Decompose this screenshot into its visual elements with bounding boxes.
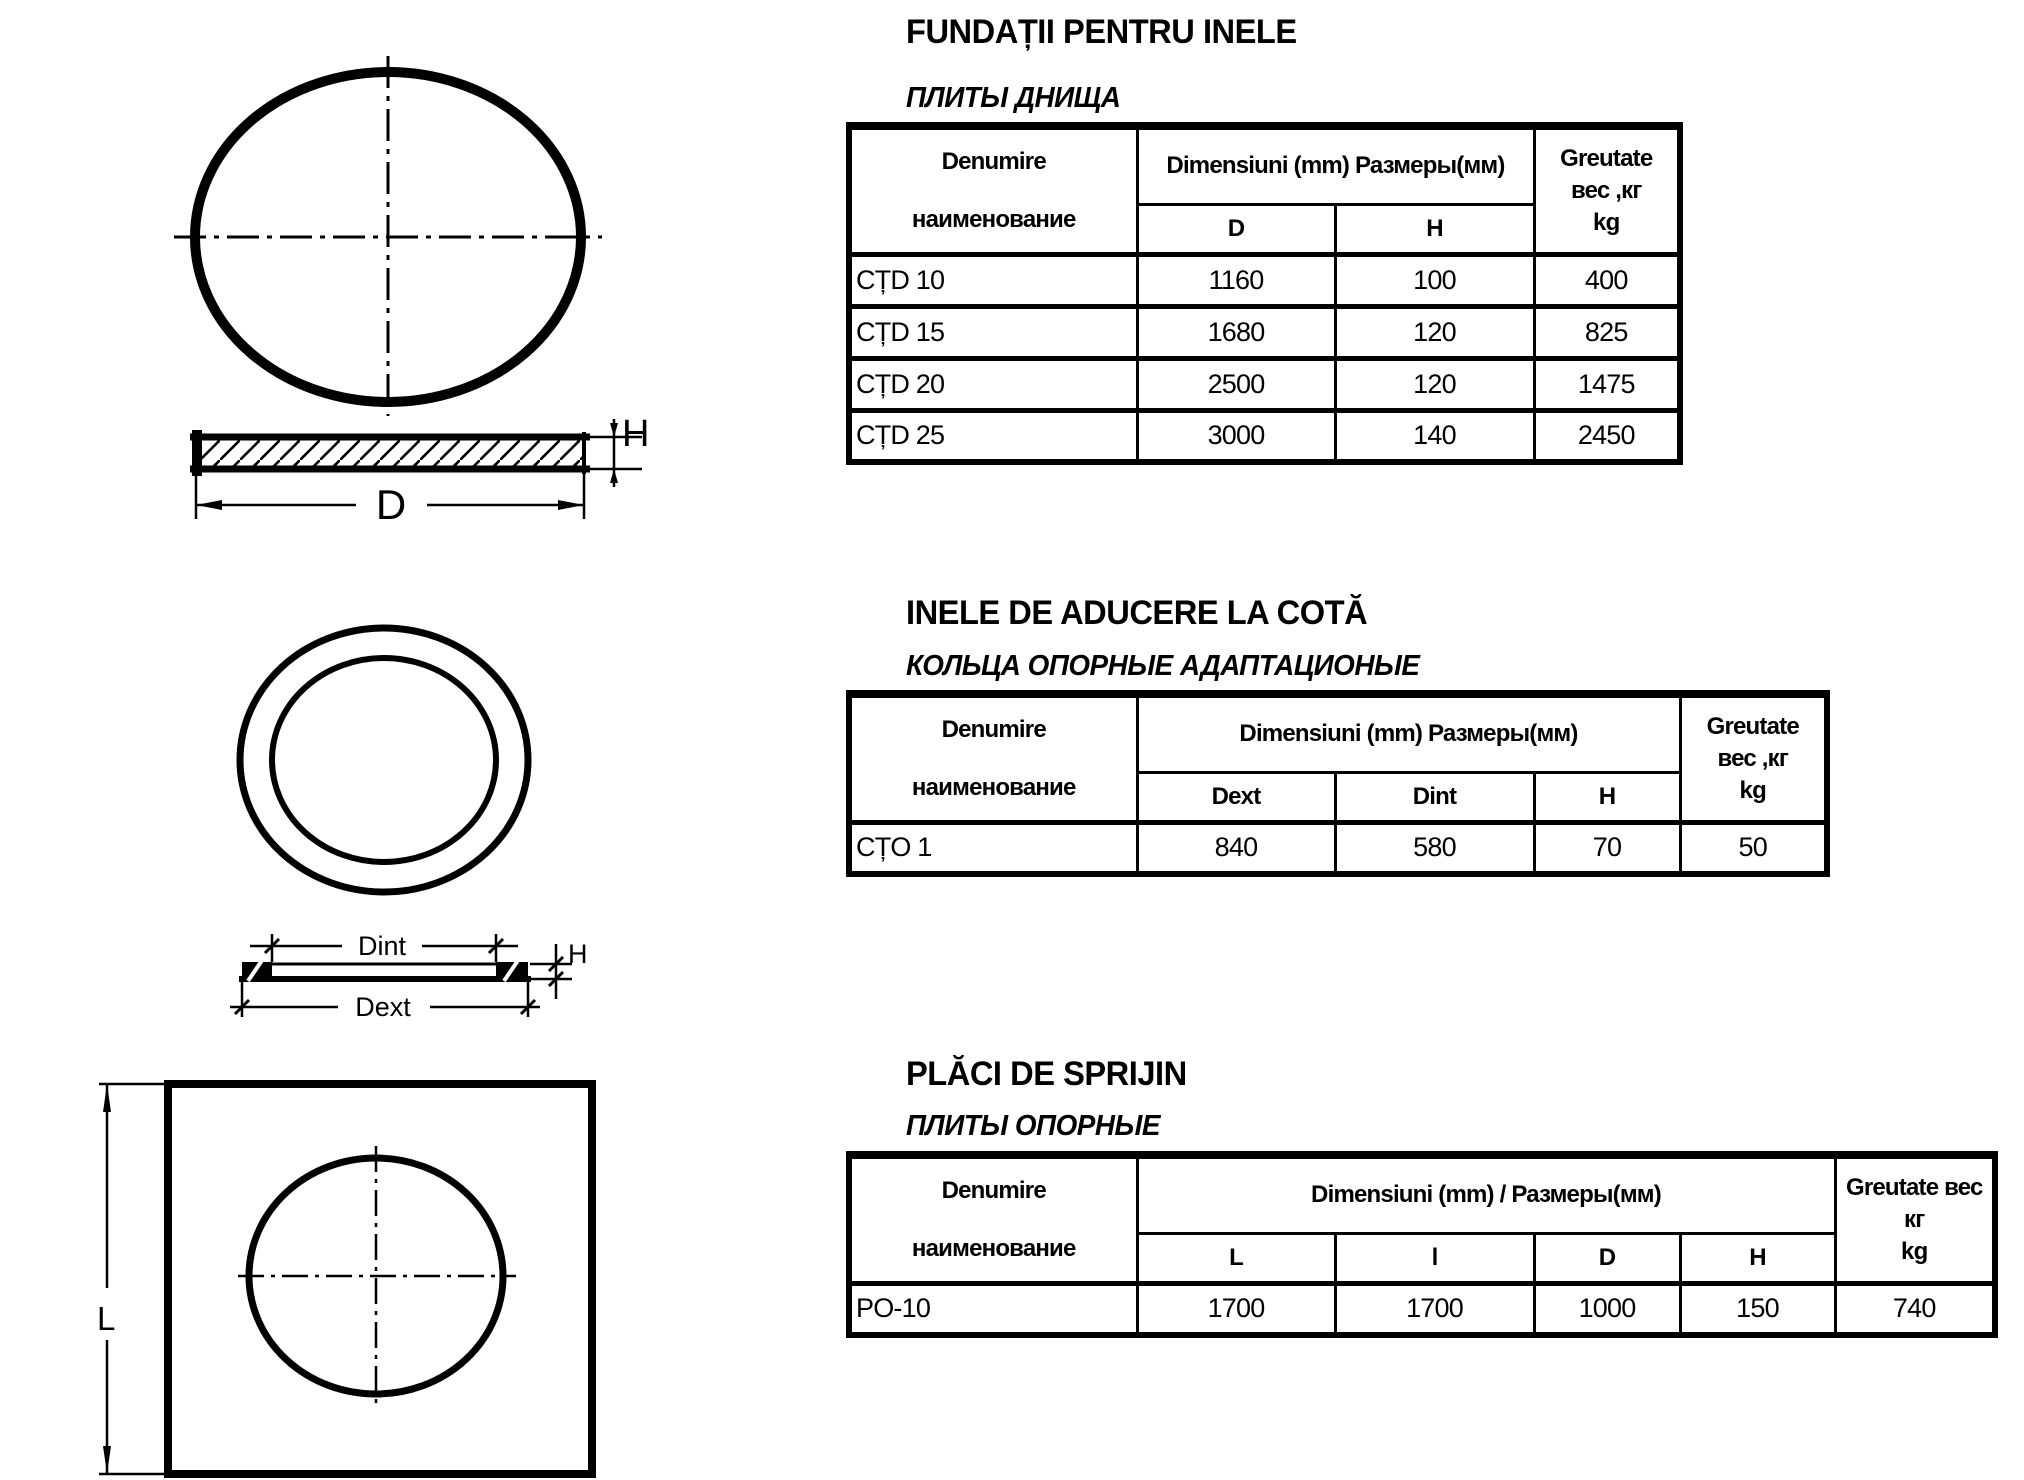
value-weight: 740 <box>1835 1283 1995 1335</box>
l-arrow-top <box>103 1084 111 1112</box>
product-name: CȚD 25 <box>849 410 1137 462</box>
section-2-subtitle: КОЛЬЦА ОПОРНЫЕ АДАПТАЦИОНЫЕ <box>906 650 1420 682</box>
subcol-L: L <box>1137 1233 1335 1283</box>
product-name: CȚD 15 <box>849 306 1137 358</box>
col-header-weight <box>1835 1155 1995 1283</box>
value-weight: 1475 <box>1534 358 1680 410</box>
product-name: PO-10 <box>849 1283 1137 1335</box>
table-row <box>849 254 1680 306</box>
weight-line: kg <box>1739 776 1766 804</box>
subcol-H: H <box>1680 1233 1835 1283</box>
slab-section-hatch <box>198 438 584 468</box>
table-row <box>849 822 1827 874</box>
value-weight: 825 <box>1534 306 1680 358</box>
table-row <box>849 1283 1995 1335</box>
subcol-Dint: Dint <box>1335 772 1534 822</box>
col-header-weight <box>1534 126 1680 254</box>
value-d: 2500 <box>1137 358 1335 410</box>
section-3-subtitle: ПЛИТЫ ОПОРНЫЕ <box>906 1110 1160 1142</box>
product-name: CȚD 10 <box>849 254 1137 306</box>
value-h: 150 <box>1680 1283 1835 1335</box>
subcol-D: D <box>1534 1233 1680 1283</box>
col-header-name-ro: Denumire <box>941 715 1046 743</box>
col-header-dimensions: Dimensiuni (mm) / Размеры(мм) <box>1137 1155 1835 1233</box>
weight-line: кг <box>1904 1205 1925 1233</box>
plate-spec-table <box>846 1151 1998 1338</box>
col-header-name-ru: наименование <box>911 205 1076 233</box>
value-weight: 2450 <box>1534 410 1680 462</box>
value-weight: 50 <box>1680 822 1827 874</box>
technical-drawings <box>0 0 850 1480</box>
slab-spec-table <box>846 122 1683 465</box>
value-L: 1700 <box>1137 1283 1335 1335</box>
col-header-name <box>849 694 1137 822</box>
col-header-dimensions: Dimensiuni (mm) Размеры(мм) <box>1137 694 1680 772</box>
value-h: 100 <box>1335 254 1534 306</box>
table-row <box>849 358 1680 410</box>
value-dint: 580 <box>1335 822 1534 874</box>
col-header-name-ro: Denumire <box>941 147 1046 175</box>
d-dim-arrow-left <box>196 500 222 510</box>
value-l: 1700 <box>1335 1283 1534 1335</box>
ring-inner-circle <box>272 658 496 862</box>
slab-d-label: D <box>375 481 407 528</box>
col-header-dimensions: Dimensiuni (mm) Размеры(мм) <box>1137 126 1534 204</box>
value-h: 70 <box>1534 822 1680 874</box>
plate-square <box>168 1084 592 1474</box>
subcol-D: D <box>1137 204 1335 254</box>
col-header-name-ro: Denumire <box>941 1176 1046 1204</box>
col-header-name-ru: наименование <box>911 773 1076 801</box>
subcol-H: H <box>1335 204 1534 254</box>
h-dim-arrow-top <box>610 423 618 437</box>
weight-line: kg <box>1901 1237 1928 1265</box>
col-header-name-ru: наименование <box>911 1234 1076 1262</box>
col-header-name <box>849 126 1137 254</box>
slab-plan-drawing <box>174 56 602 416</box>
weight-line: Greutate <box>1560 145 1653 173</box>
subcol-Dext: Dext <box>1137 772 1335 822</box>
ring-spec-table <box>846 690 1830 877</box>
weight-line: Greutate вес <box>1845 1174 1983 1202</box>
ring-plan-drawing <box>240 628 528 892</box>
section-2-title: INELE DE ADUCERE LA COTĂ <box>906 594 1368 632</box>
value-d: 3000 <box>1137 410 1335 462</box>
value-dext: 840 <box>1137 822 1335 874</box>
weight-line: вес ,кг <box>1717 744 1789 772</box>
value-weight: 400 <box>1534 254 1680 306</box>
ring-section-drawing <box>230 931 588 1022</box>
value-d: 1000 <box>1534 1283 1680 1335</box>
l-arrow-bottom <box>103 1446 111 1474</box>
section-3-title: PLĂCI DE SPRIJIN <box>906 1055 1187 1093</box>
weight-line: Greutate <box>1706 713 1799 741</box>
ring-outer-circle <box>240 628 528 892</box>
d-dim-arrow-right <box>558 500 584 510</box>
value-d: 1160 <box>1137 254 1335 306</box>
value-h: 120 <box>1335 306 1534 358</box>
weight-line: kg <box>1593 208 1620 236</box>
col-header-weight <box>1680 694 1827 822</box>
ring-h-label: H <box>568 939 588 969</box>
col-header-name <box>849 1155 1137 1283</box>
section-1-title: FUNDAȚII PENTRU INELE <box>906 13 1297 51</box>
ring-dext-label: Dext <box>355 992 411 1022</box>
table-row <box>849 410 1680 462</box>
h-dim-arrow-bottom <box>610 469 618 483</box>
value-h: 140 <box>1335 410 1534 462</box>
value-h: 120 <box>1335 358 1534 410</box>
slab-h-label: H <box>622 413 650 455</box>
product-name: CȚO 1 <box>849 822 1137 874</box>
subcol-l: l <box>1335 1233 1534 1283</box>
plate-l-label: L <box>97 1300 116 1337</box>
product-name: CȚD 20 <box>849 358 1137 410</box>
subcol-H: H <box>1534 772 1680 822</box>
table-row <box>849 306 1680 358</box>
weight-line: вес ,кг <box>1570 176 1642 204</box>
value-d: 1680 <box>1137 306 1335 358</box>
section-1-subtitle: ПЛИТЫ ДНИЩА <box>906 82 1121 114</box>
ring-dint-label: Dint <box>357 931 407 961</box>
slab-section-drawing <box>190 413 649 528</box>
plate-plan-drawing <box>97 1084 592 1474</box>
